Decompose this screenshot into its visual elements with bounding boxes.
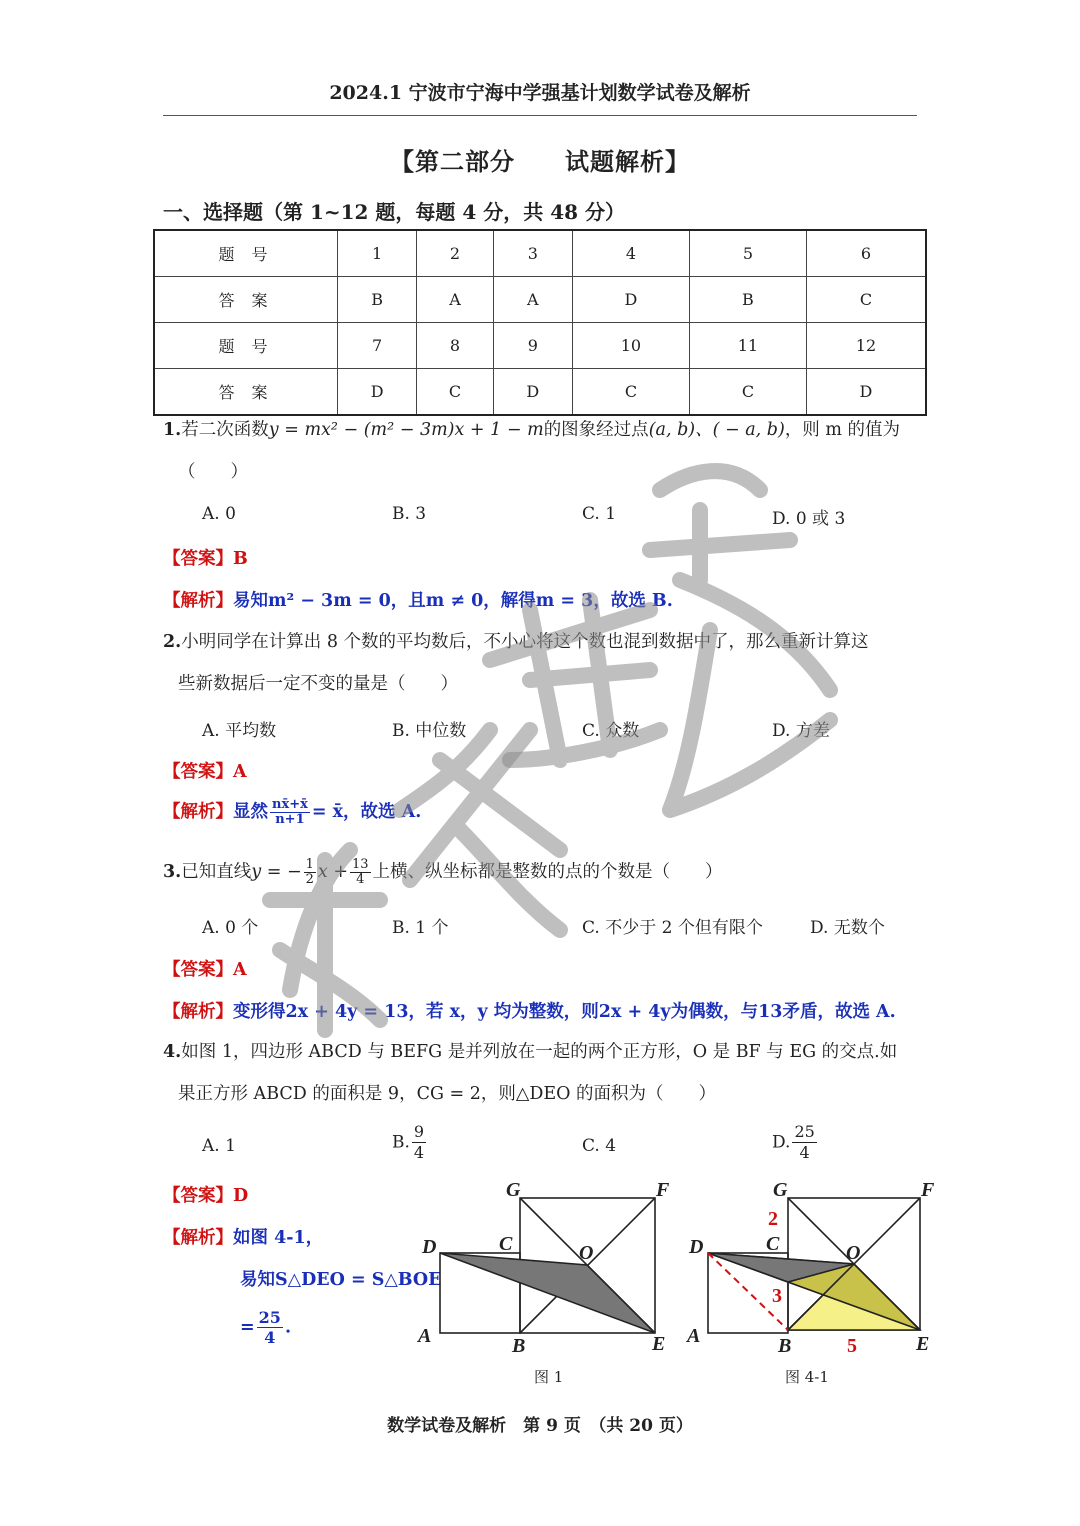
q3-option-a: A. 0 个 <box>202 918 259 938</box>
q1-number: 1. <box>163 420 182 440</box>
table-row <box>154 323 926 369</box>
q4-option-b <box>392 1122 428 1163</box>
analysis-text-a: 显然 <box>233 802 268 822</box>
q1-text-a: 若二次函数 <box>181 420 269 440</box>
q3-number: 3. <box>163 862 182 882</box>
q3-eq-a: y = − <box>251 862 302 882</box>
table-cell: B <box>689 277 806 323</box>
q2-option-b: B. 中位数 <box>392 721 467 741</box>
table-cell: C <box>806 277 926 323</box>
label-B: B <box>778 1335 792 1357</box>
answer-value: A <box>233 762 247 782</box>
fraction-denominator: 2 <box>305 872 314 887</box>
answer-value: A <box>233 960 247 980</box>
fraction-numerator: 25 <box>794 1122 815 1141</box>
fraction-numerator: 1 <box>305 857 314 872</box>
label-E: E <box>652 1333 666 1355</box>
table-cell: B <box>338 277 417 323</box>
option-prefix: D. <box>772 1132 791 1153</box>
table-cell: 3 <box>493 230 572 277</box>
analysis-text: 如图 4-1， <box>233 1228 324 1248</box>
figure-1-caption: 图 1 <box>534 1368 564 1386</box>
q3-analysis <box>163 998 896 1023</box>
label-E: E <box>916 1333 930 1355</box>
option-prefix: B. <box>392 1132 410 1153</box>
label-B: B <box>512 1335 526 1357</box>
answer-value: B <box>233 549 248 569</box>
table-cell: 4 <box>572 230 689 277</box>
label-O: O <box>846 1242 861 1264</box>
table-cell: A <box>417 277 493 323</box>
option-fraction <box>412 1122 426 1163</box>
table-cell: 7 <box>338 323 417 369</box>
q3-option-c: C. 不少于 2 个但有限个 <box>582 918 763 938</box>
q3-eq-b: x + <box>317 862 349 882</box>
table-row <box>154 277 926 323</box>
fraction-numerator: 25 <box>258 1308 281 1327</box>
q4-stem-line2: 果正方形 ABCD 的面积是 9，CG = 2，则△DEO 的面积为（ ） <box>178 1084 717 1104</box>
triangle-deo <box>440 1253 655 1333</box>
table-cell: C <box>572 369 689 416</box>
q3-option-b: B. 1 个 <box>392 918 449 938</box>
header-divider <box>163 115 917 116</box>
analysis-tag: 【解析】 <box>163 1228 233 1248</box>
q1-answer <box>163 545 248 570</box>
figure-4-1-caption: 图 4-1 <box>785 1368 829 1386</box>
fraction-denominator: 4 <box>356 872 365 887</box>
q1-text-b: 的图象经过点 <box>543 420 649 440</box>
table-cell: C <box>689 369 806 416</box>
label-D: D <box>689 1236 704 1258</box>
answer-table <box>153 229 927 416</box>
label-C: C <box>766 1233 780 1255</box>
option-fraction <box>792 1122 816 1163</box>
length-5: 5 <box>847 1335 857 1357</box>
q1-option-d: D. 0 或 3 <box>772 509 846 529</box>
figure-1-diagram <box>410 1170 690 1370</box>
length-2: 2 <box>768 1208 778 1230</box>
answer-value: D <box>233 1186 249 1206</box>
table-cell: 题 号 <box>154 230 338 277</box>
q1-text-c: ，则 m 的值为 <box>784 420 901 440</box>
q4-number: 4. <box>163 1042 182 1062</box>
answer-tag: 【答案】 <box>163 960 233 980</box>
label-C: C <box>499 1233 513 1255</box>
analysis-text: 易知m² − 3m = 0，且m ≠ 0，解得m = 3，故选 B. <box>233 591 673 611</box>
q2-option-a: A. 平均数 <box>202 721 277 741</box>
page-footer: 数学试卷及解析 第 9 页 （共 20 页） <box>387 1416 693 1436</box>
q3-text-b: 上横、纵坐标都是整数的点的个数是（ ） <box>372 862 723 882</box>
table-cell: 答 案 <box>154 369 338 416</box>
q1-option-a: A. 0 <box>202 504 236 524</box>
figure-4-1-diagram <box>680 1170 945 1370</box>
label-D: D <box>422 1236 437 1258</box>
table-cell: 6 <box>806 230 926 277</box>
q4-stem-line1 <box>163 1040 897 1064</box>
q4-text: 如图 1，四边形 ABCD 与 BEFG 是并列放在一起的两个正方形，O 是 BF 与 EG 的交点.如 <box>181 1042 898 1062</box>
table-cell: 2 <box>417 230 493 277</box>
analysis-text-b: = x̄，故选 A. <box>311 802 422 822</box>
page-header: 2024.1 宁波市宁海中学强基计划数学试卷及解析 <box>329 82 751 104</box>
q4-option-c: C. 4 <box>582 1136 617 1156</box>
table-cell: 9 <box>493 323 572 369</box>
fraction-denominator: 4 <box>264 1328 276 1347</box>
equals-sign: = <box>240 1317 255 1338</box>
table-cell: 5 <box>689 230 806 277</box>
q1-points: (a, b)、( − a, b) <box>648 420 785 440</box>
label-A: A <box>687 1325 701 1347</box>
q3-text-a: 已知直线 <box>181 862 252 882</box>
analysis-tag: 【解析】 <box>163 591 233 611</box>
label-F: F <box>921 1179 935 1201</box>
table-cell: C <box>417 369 493 416</box>
section-title: 一、选择题（第 1~12 题，每题 4 分，共 48 分） <box>163 200 626 224</box>
q2-option-d: D. 方差 <box>772 721 830 741</box>
label-F: F <box>656 1179 670 1201</box>
answer-tag: 【答案】 <box>163 549 233 569</box>
q3-answer <box>163 956 247 981</box>
q4-analysis-line1 <box>163 1224 323 1249</box>
label-G: G <box>506 1179 521 1201</box>
q4-option-a: A. 1 <box>202 1136 236 1156</box>
label-O: O <box>579 1242 594 1264</box>
table-cell: D <box>572 277 689 323</box>
q3-stem <box>163 858 723 887</box>
analysis-tag: 【解析】 <box>163 802 233 822</box>
q2-number: 2. <box>163 632 182 652</box>
q1-paren: （ ） <box>178 462 248 482</box>
fraction-numerator: 13 <box>352 857 369 872</box>
q3-option-d: D. 无数个 <box>810 918 885 938</box>
table-cell: 题 号 <box>154 323 338 369</box>
q4-analysis-line3 <box>240 1308 291 1347</box>
table-cell: 11 <box>689 323 806 369</box>
fraction-denominator: 4 <box>799 1143 810 1162</box>
table-cell: 12 <box>806 323 926 369</box>
table-cell: D <box>493 369 572 416</box>
answer-tag: 【答案】 <box>163 1186 233 1206</box>
table-cell: 10 <box>572 323 689 369</box>
result-fraction <box>257 1308 283 1347</box>
table-row <box>154 230 926 277</box>
table-cell: A <box>493 277 572 323</box>
fraction-denominator: n+1 <box>275 812 305 827</box>
table-cell: D <box>338 369 417 416</box>
q1-formula: y = mx² − (m² − 3m)x + 1 − m <box>268 420 544 440</box>
q1-stem <box>163 418 900 442</box>
mean-fraction <box>270 798 310 827</box>
period: . <box>284 1317 292 1338</box>
q2-analysis <box>163 798 421 827</box>
q4-answer <box>163 1182 248 1207</box>
analysis-tag: 【解析】 <box>163 1002 233 1022</box>
q3-fraction-2 <box>350 858 371 887</box>
q2-option-c: C. 众数 <box>582 721 640 741</box>
q1-analysis <box>163 587 673 612</box>
length-3: 3 <box>772 1285 782 1307</box>
q2-answer <box>163 758 247 783</box>
table-row <box>154 369 926 416</box>
part-title: 【第二部分 试题解析】 <box>390 147 690 176</box>
q3-fraction-1 <box>304 858 316 887</box>
q2-text: 小明同学在计算出 8 个数的平均数后，不小心将这个数也混到数据中了，那么重新计算这 <box>181 632 869 652</box>
label-A: A <box>418 1325 432 1347</box>
q1-option-c: C. 1 <box>582 504 617 524</box>
fraction-denominator: 4 <box>413 1143 425 1162</box>
analysis-text: 变形得2x + 4y = 13，若 x，y 均为整数，则2x + 4y为偶数，与13矛盾，故选 A. <box>233 1002 896 1022</box>
q2-stem-line2: 些新数据后一定不变的量是（ ） <box>178 674 458 694</box>
table-cell: 8 <box>417 323 493 369</box>
q2-stem-line1 <box>163 630 869 654</box>
q4-option-d <box>772 1122 819 1163</box>
answer-tag: 【答案】 <box>163 762 233 782</box>
table-cell: 1 <box>338 230 417 277</box>
q4-analysis-line2: 易知S△DEO = S△BOE <box>240 1270 442 1290</box>
label-G: G <box>773 1179 788 1201</box>
table-cell: 答 案 <box>154 277 338 323</box>
table-cell: D <box>806 369 926 416</box>
fraction-numerator: 9 <box>413 1122 425 1141</box>
q1-option-b: B. 3 <box>392 504 427 524</box>
fraction-numerator: nx̄+x̄ <box>272 797 308 812</box>
